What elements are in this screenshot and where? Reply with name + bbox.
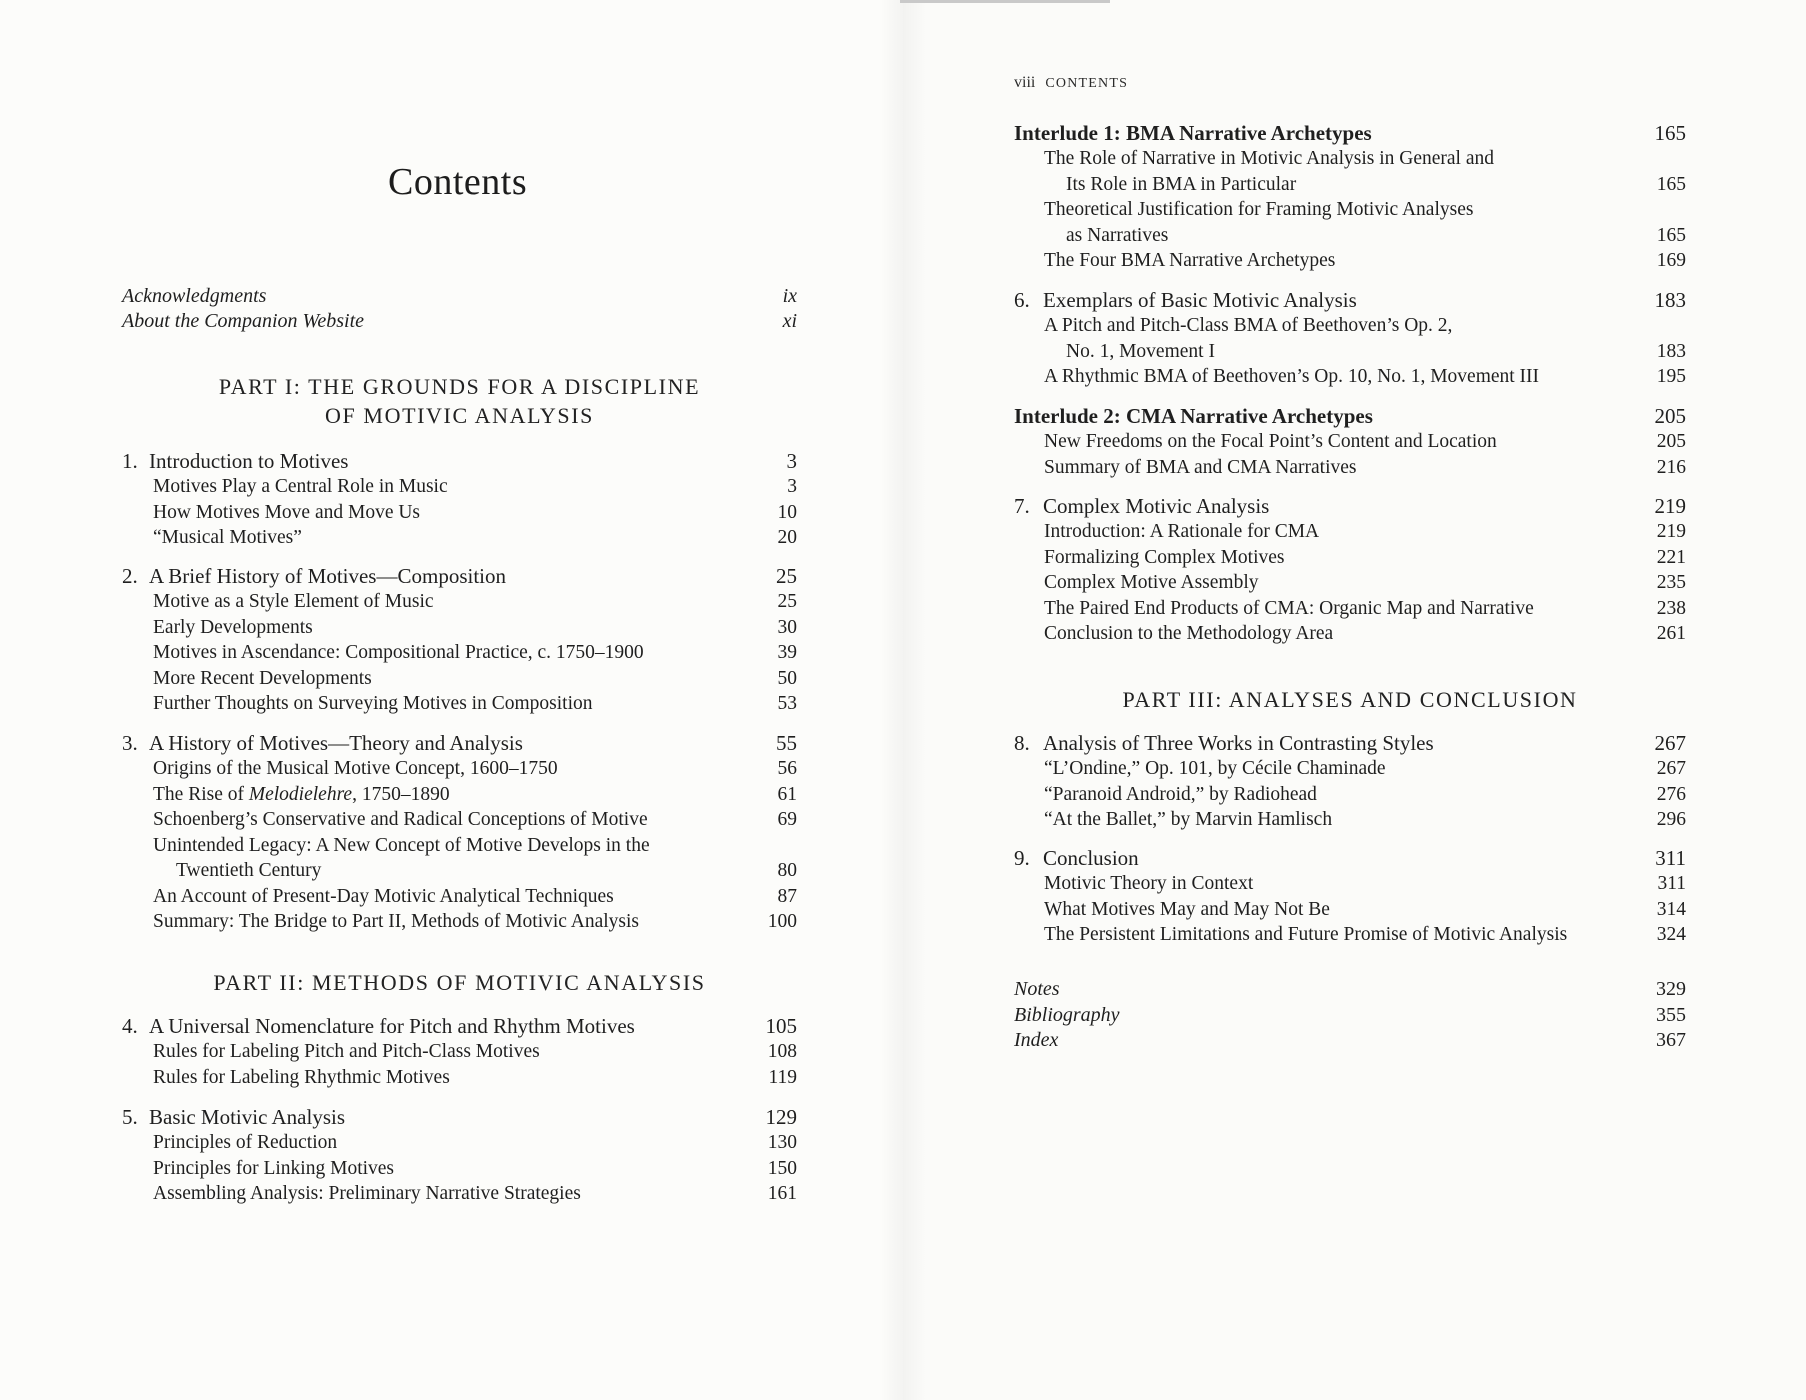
section-page: 69 xyxy=(777,809,797,830)
toc-entry-notes[interactable] xyxy=(1014,977,1686,1003)
part-heading-line: PART I: THE GROUNDS FOR A DISCIPLINE xyxy=(218,374,701,399)
chapter-title: A Universal Nomenclature for Pitch and Rhythm Motives xyxy=(149,1014,635,1038)
toc-section[interactable] xyxy=(1014,621,1686,647)
toc-entry-acknowledgments[interactable] xyxy=(122,284,797,309)
section-page: 87 xyxy=(777,885,797,907)
toc-section-continuation[interactable] xyxy=(1014,339,1686,365)
chapter-number: 5. xyxy=(122,1105,138,1129)
chapter-number: 9. xyxy=(1014,846,1030,870)
toc-section[interactable] xyxy=(1014,429,1686,455)
chapter-number: 3. xyxy=(122,731,138,755)
section-title: Its Role in BMA in Particular xyxy=(1066,173,1297,195)
chapter-4-block xyxy=(122,1013,797,1090)
interlude-title: Interlude 2: CMA Narrative Archetypes xyxy=(1014,404,1373,428)
toc-entry-bibliography[interactable] xyxy=(1014,1003,1686,1029)
section-title: Rules for Labeling Pitch and Pitch-Class Motives xyxy=(153,1041,540,1062)
toc-section[interactable] xyxy=(122,500,797,526)
toc-chapter-7[interactable] xyxy=(1014,493,1686,519)
chapter-page: 219 xyxy=(1654,494,1686,518)
toc-section[interactable] xyxy=(1014,596,1686,622)
toc-section[interactable] xyxy=(122,1130,797,1156)
interlude-page: 205 xyxy=(1654,404,1686,428)
chapter-title: Basic Motivic Analysis xyxy=(149,1105,345,1129)
gutter-shadow xyxy=(880,0,926,1400)
chapter-number: 7. xyxy=(1014,494,1030,518)
section-title: Early Developments xyxy=(153,616,313,638)
section-title: Introduction: A Rationale for CMA xyxy=(1044,521,1320,542)
toc-interlude-2[interactable] xyxy=(1014,403,1686,429)
interlude-2-block xyxy=(1014,403,1686,480)
section-title: Summary of BMA and CMA Narratives xyxy=(1044,456,1357,478)
toc-entry-companion-website[interactable] xyxy=(122,309,797,334)
section-title: “Musical Motives” xyxy=(153,527,302,548)
toc-section-continuation[interactable] xyxy=(1014,223,1686,249)
toc-chapter-4[interactable] xyxy=(122,1013,797,1039)
toc-section[interactable] xyxy=(1014,313,1686,339)
chapter-number: 8. xyxy=(1014,731,1030,755)
interlude-title: Interlude 1: BMA Narrative Archetypes xyxy=(1014,121,1372,145)
folio: viii xyxy=(1014,74,1036,91)
chapter-number: 2. xyxy=(122,564,138,588)
chapter-page: 183 xyxy=(1654,288,1686,312)
part-heading-line: PART II: METHODS OF MOTIVIC ANALYSIS xyxy=(213,970,706,995)
toc-section[interactable] xyxy=(122,1181,797,1207)
entry-title: Index xyxy=(1014,1029,1059,1051)
toc-section[interactable] xyxy=(122,589,797,615)
toc-section[interactable] xyxy=(122,666,797,692)
toc-section[interactable] xyxy=(1014,570,1686,596)
toc-section[interactable] xyxy=(1014,197,1686,223)
section-title: Schoenberg’s Conservative and Radical Conceptions of Motive xyxy=(153,809,648,830)
section-title: Conclusion to the Methodology Area xyxy=(1044,623,1334,644)
section-title: “L’Ondine,” Op. 101, by Cécile Chaminade xyxy=(1044,758,1386,779)
toc-chapter-1[interactable] xyxy=(122,448,797,474)
toc-chapter-9[interactable] xyxy=(1014,845,1686,871)
section-page: 205 xyxy=(1656,431,1686,452)
toc-section[interactable] xyxy=(122,807,797,833)
section-page: 100 xyxy=(767,911,797,932)
part-heading-line: PART III: ANALYSES AND CONCLUSION xyxy=(1122,687,1578,712)
section-title: Theoretical Justification for Framing Motivic Analyses xyxy=(1044,199,1474,220)
section-page: 150 xyxy=(767,1157,797,1179)
section-page: 261 xyxy=(1656,623,1686,644)
toc-section[interactable] xyxy=(122,782,797,808)
toc-section[interactable] xyxy=(1014,248,1686,274)
toc-section[interactable] xyxy=(1014,871,1686,897)
section-page: 108 xyxy=(767,1041,797,1062)
section-title: Twentieth Century xyxy=(176,860,322,881)
chapter-title: Complex Motivic Analysis xyxy=(1043,494,1270,518)
section-title: More Recent Developments xyxy=(153,667,372,689)
section-page: 296 xyxy=(1656,809,1686,830)
section-title: Assembling Analysis: Preliminary Narrative Strategies xyxy=(153,1183,581,1204)
toc-chapter-6[interactable] xyxy=(1014,287,1686,313)
section-title: Further Thoughts on Surveying Motives in Composition xyxy=(153,693,593,714)
section-page: 39 xyxy=(777,642,797,663)
chapter-title: A Brief History of Motives—Composition xyxy=(149,564,506,588)
chapter-6-block xyxy=(1014,287,1686,390)
section-title: An Account of Present-Day Motivic Analytical Techniques xyxy=(153,885,614,907)
section-title: New Freedoms on the Focal Point’s Content and Location xyxy=(1044,431,1497,452)
section-page: 183 xyxy=(1656,340,1686,362)
section-page: 165 xyxy=(1656,173,1686,195)
toc-section[interactable] xyxy=(1014,455,1686,481)
toc-section[interactable] xyxy=(1014,782,1686,808)
section-page: 53 xyxy=(777,693,797,714)
chapter-title: A History of Motives—Theory and Analysis xyxy=(149,731,523,755)
section-page: 314 xyxy=(1656,898,1686,920)
section-page: 10 xyxy=(777,501,797,523)
toc-section[interactable] xyxy=(1014,807,1686,833)
section-title: The Role of Narrative in Motivic Analysis in General and xyxy=(1044,148,1495,169)
toc-section[interactable] xyxy=(1014,146,1686,172)
chapter-title: Introduction to Motives xyxy=(149,449,349,473)
interlude-page: 165 xyxy=(1654,121,1686,145)
back-matter-list xyxy=(1014,977,1686,1054)
section-page: 25 xyxy=(777,591,797,612)
section-title: A Pitch and Pitch-Class BMA of Beethoven’s Op. 2, xyxy=(1044,315,1453,336)
interlude-1-block xyxy=(1014,120,1686,274)
chapter-number: 1. xyxy=(122,449,138,473)
chapter-title: Analysis of Three Works in Contrasting Styles xyxy=(1043,731,1434,755)
chapter-page: 25 xyxy=(776,564,797,588)
running-head-label: CONTENTS xyxy=(1045,76,1129,91)
chapter-1-block xyxy=(122,448,797,551)
chapter-7-block xyxy=(1014,493,1686,647)
toc-section[interactable] xyxy=(122,474,797,500)
section-page: 311 xyxy=(1657,873,1686,894)
chapter-number: 4. xyxy=(122,1014,138,1038)
part-heading-3 xyxy=(1014,685,1686,714)
section-title: Motive as a Style Element of Music xyxy=(153,591,434,612)
part-heading-1 xyxy=(122,372,797,430)
toc-section[interactable] xyxy=(122,1065,797,1091)
section-page: 30 xyxy=(777,616,797,638)
section-title: “At the Ballet,” by Marvin Hamlisch xyxy=(1044,809,1333,830)
toc-section-continuation[interactable] xyxy=(122,858,797,884)
toc-section[interactable] xyxy=(1014,922,1686,948)
section-page: 56 xyxy=(777,758,797,779)
section-page: 130 xyxy=(767,1132,797,1153)
running-head xyxy=(1014,74,1128,92)
toc-section[interactable] xyxy=(122,909,797,935)
section-title-italic: Melodielehre xyxy=(248,783,353,805)
front-matter-list xyxy=(122,284,797,334)
entry-title: Bibliography xyxy=(1014,1003,1120,1026)
section-page: 119 xyxy=(768,1066,797,1088)
part-heading-2 xyxy=(122,968,797,997)
top-edge-rule xyxy=(900,0,1110,3)
section-page: 219 xyxy=(1656,521,1686,542)
toc-chapter-3[interactable] xyxy=(122,730,797,756)
section-page: 165 xyxy=(1656,224,1686,246)
chapter-number: 6. xyxy=(1014,288,1030,312)
section-title: Origins of the Musical Motive Concept, 1600–1750 xyxy=(153,758,558,779)
section-title: The Persistent Limitations and Future Promise of Motivic Analysis xyxy=(1044,924,1568,945)
section-title-suffix: , 1750–1890 xyxy=(352,783,450,805)
toc-section[interactable] xyxy=(122,884,797,910)
section-page: 50 xyxy=(777,667,797,689)
toc-interlude-1[interactable] xyxy=(1014,120,1686,146)
toc-section[interactable] xyxy=(122,833,797,859)
entry-title: Notes xyxy=(1014,978,1060,1000)
section-page: 267 xyxy=(1656,758,1686,779)
chapter-page: 3 xyxy=(786,449,797,473)
entry-page: 355 xyxy=(1656,1003,1686,1026)
chapter-5-block xyxy=(122,1104,797,1207)
toc-chapter-5[interactable] xyxy=(122,1104,797,1130)
page-title: Contents xyxy=(388,161,528,203)
toc-section[interactable] xyxy=(122,756,797,782)
section-page: 276 xyxy=(1656,783,1686,805)
chapter-page: 105 xyxy=(765,1014,797,1038)
section-title: A Rhythmic BMA of Beethoven’s Op. 10, No. 1, Movement III xyxy=(1044,366,1540,387)
toc-section[interactable] xyxy=(1014,545,1686,571)
section-page: 61 xyxy=(777,783,797,805)
entry-page: 329 xyxy=(1656,978,1686,1000)
section-title: The Paired End Products of CMA: Organic Map and Narrative xyxy=(1044,597,1534,619)
chapter-page: 129 xyxy=(765,1105,797,1129)
section-title: Principles for Linking Motives xyxy=(153,1157,395,1179)
section-page: 238 xyxy=(1656,597,1686,619)
chapter-title: Exemplars of Basic Motivic Analysis xyxy=(1043,288,1357,312)
toc-section[interactable] xyxy=(122,525,797,551)
toc-section[interactable] xyxy=(122,1039,797,1065)
section-title: “Paranoid Android,” by Radiohead xyxy=(1044,783,1317,805)
section-page: 3 xyxy=(787,476,797,497)
section-title: Rules for Labeling Rhythmic Motives xyxy=(153,1066,450,1088)
chapter-2-block xyxy=(122,563,797,717)
chapter-9-block xyxy=(1014,845,1686,948)
section-title: The Four BMA Narrative Archetypes xyxy=(1044,250,1336,271)
toc-section[interactable] xyxy=(1014,897,1686,923)
section-title: What Motives May and May Not Be xyxy=(1044,898,1330,920)
toc-section[interactable] xyxy=(1014,756,1686,782)
toc-section[interactable] xyxy=(1014,519,1686,545)
entry-title: About the Companion Website xyxy=(122,310,365,332)
entry-title: Acknowledgments xyxy=(122,285,267,307)
toc-entry-index[interactable] xyxy=(1014,1028,1686,1054)
section-title-prefix: The Rise of xyxy=(153,783,249,805)
entry-page: 367 xyxy=(1656,1029,1686,1051)
entry-page: ix xyxy=(782,285,797,307)
section-page: 80 xyxy=(777,860,797,881)
chapter-page: 267 xyxy=(1654,731,1686,755)
section-page: 221 xyxy=(1656,546,1686,568)
section-title: Unintended Legacy: A New Concept of Motive Develops in the xyxy=(153,834,650,856)
part-heading-line: OF MOTIVIC ANALYSIS xyxy=(325,403,594,428)
section-page: 20 xyxy=(777,527,797,548)
section-title: Principles of Reduction xyxy=(153,1132,338,1153)
chapter-title: Conclusion xyxy=(1043,846,1139,870)
section-page: 161 xyxy=(767,1183,797,1204)
toc-section-continuation[interactable] xyxy=(1014,172,1686,198)
section-page: 169 xyxy=(1656,250,1686,271)
section-title: Complex Motive Assembly xyxy=(1044,572,1259,593)
section-title: Motives Play a Central Role in Music xyxy=(153,476,448,497)
toc-chapter-8[interactable] xyxy=(1014,730,1686,756)
section-title: as Narratives xyxy=(1066,224,1169,246)
section-title: No. 1, Movement I xyxy=(1066,340,1215,362)
chapter-page: 311 xyxy=(1655,846,1686,870)
section-title: Motives in Ascendance: Compositional Practice, c. 1750–1900 xyxy=(153,642,644,663)
section-page: 195 xyxy=(1656,366,1686,387)
section-page: 324 xyxy=(1656,924,1686,945)
section-page: 235 xyxy=(1656,572,1686,593)
section-title xyxy=(153,782,450,808)
toc-section[interactable] xyxy=(122,691,797,717)
chapter-3-block xyxy=(122,730,797,935)
toc-section[interactable] xyxy=(122,1156,797,1182)
toc-section[interactable] xyxy=(122,615,797,641)
section-title: Motivic Theory in Context xyxy=(1044,873,1254,894)
toc-section[interactable] xyxy=(1014,364,1686,390)
section-title: Summary: The Bridge to Part II, Methods of Motivic Analysis xyxy=(153,911,640,932)
toc-chapter-2[interactable] xyxy=(122,563,797,589)
toc-section[interactable] xyxy=(122,640,797,666)
chapter-8-block xyxy=(1014,730,1686,833)
section-title: How Motives Move and Move Us xyxy=(153,501,421,523)
section-title: Formalizing Complex Motives xyxy=(1044,546,1285,568)
chapter-page: 55 xyxy=(776,731,797,755)
entry-page: xi xyxy=(782,310,797,332)
section-page: 216 xyxy=(1656,456,1686,478)
